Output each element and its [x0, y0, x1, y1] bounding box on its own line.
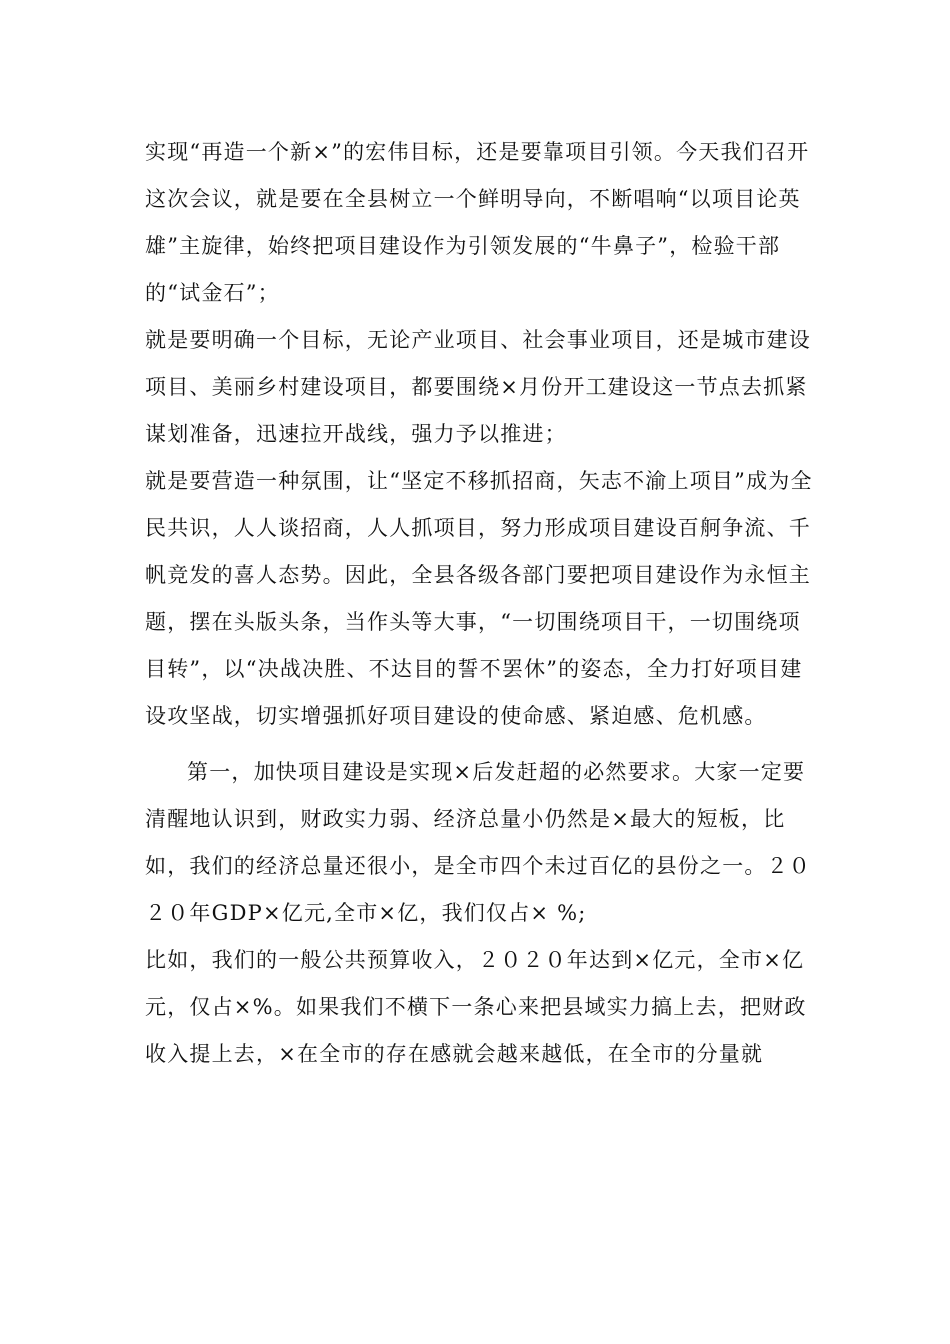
paragraph-1: 实现“再造一个新×”的宏伟目标，还是要靠项目引领。今天我们召开这次会议，就是要在全县树立一个鲜明导向，不断唱响“以项目论英雄”主旋律，始终把项目建设作为引领发展的“牛鼻子”，检验干部的“试金石”；	[145, 140, 810, 305]
paragraph-2: 就是要明确一个目标，无论产业项目、社会事业项目，还是城市建设项目、美丽乡村建设项目，都要围绕×月份开工建设这一节点去抓紧谋划准备，迅速拉开战线，强力予以推进；	[145, 328, 811, 446]
document-body	[145, 129, 815, 1078]
paragraph-3: 就是要营造一种氛围，让“坚定不移抓招商，矢志不渝上项目”成为全民共识，人人谈招商，人人抓项目，努力形成项目建设百舸争流、千帆竞发的喜人态势。因此，全县各级各部门要把项目建设作为永恒主题，摆在头版头条，当作头等大事，“一切围绕项目干，一切围绕项目转”，以“决战决胜、不达目的誓不罢休”的姿态，全力打好项目建设攻坚战，切实增强抓好项目建设的使命感、紧迫感、危机感。	[145, 469, 813, 728]
paragraph-5: 比如，我们的一般公共预算收入，２０２０年达到×亿元，全市×亿元，仅占×%。如果我们不横下一条心来把县域实力搞上去，把财政收入提上去，×在全市的存在感就会越来越低，在全市的分量就	[145, 948, 807, 1066]
paragraph-4: 第一，加快项目建设是实现×后发赶超的必然要求。大家一定要清醒地认识到，财政实力弱、经济总量小仍然是×最大的短板，比如，我们的经济总量还很小，是全市四个未过百亿的县份之一。２０２０年GDP×亿元,全市×亿，我们仅占× %;	[145, 760, 811, 925]
